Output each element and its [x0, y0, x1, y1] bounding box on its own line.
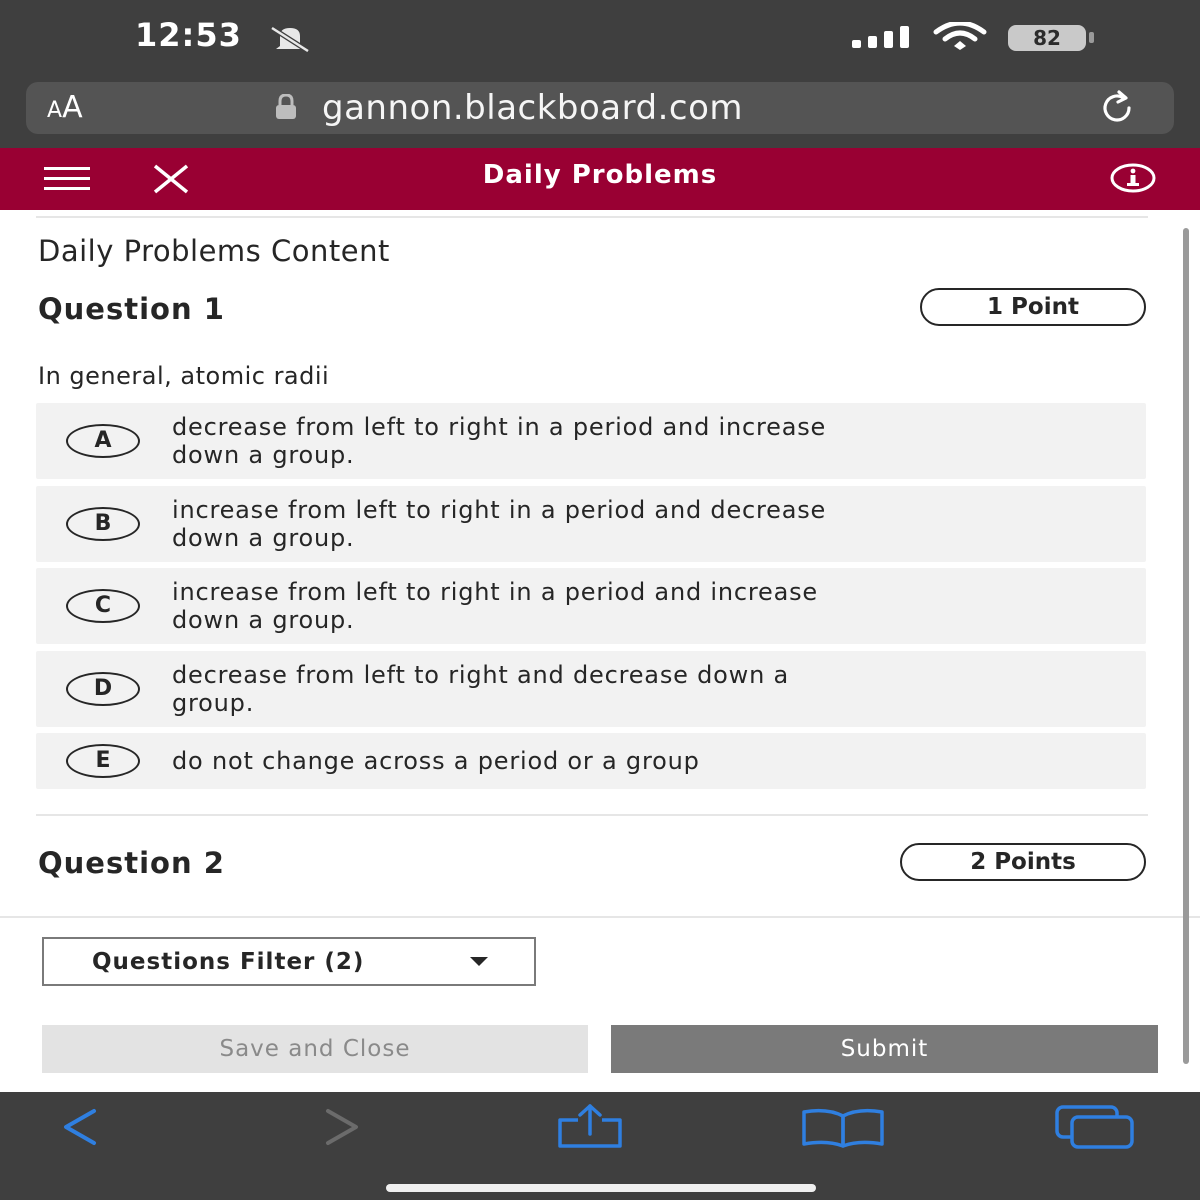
forward-icon[interactable] [320, 1104, 364, 1150]
answer-text-line: increase from left to right in a period and increase [172, 578, 818, 606]
divider [36, 216, 1148, 218]
answer-letter-e: E [66, 744, 140, 778]
answer-text-line: down a group. [172, 524, 355, 552]
content-title: Daily Problems Content [38, 234, 390, 268]
answer-option-b[interactable] [36, 486, 1146, 562]
battery-nub [1089, 32, 1094, 43]
text-size-small-label: A [47, 98, 63, 123]
save-and-close-button[interactable]: Save and Close [42, 1025, 588, 1073]
wifi-icon [932, 22, 988, 50]
scrollbar[interactable] [1183, 228, 1189, 1064]
footer-divider [0, 916, 1200, 918]
question-1-title: Question 1 [38, 292, 225, 326]
question-2-title: Question 2 [38, 846, 225, 880]
answer-text-line: down a group. [172, 606, 355, 634]
hamburger-menu-icon[interactable] [44, 165, 92, 193]
answer-text-d [172, 661, 1122, 717]
reload-icon[interactable] [1092, 90, 1142, 126]
answer-text-line: down a group. [172, 441, 355, 469]
share-icon[interactable] [554, 1104, 626, 1150]
page-title: Daily Problems [482, 160, 718, 190]
bell-slash-icon [262, 24, 318, 52]
answer-text-c [172, 578, 1122, 634]
answer-text-b [172, 496, 1122, 552]
answer-option-d[interactable] [36, 651, 1146, 727]
divider [36, 814, 1148, 816]
question-1-text: In general, atomic radii [38, 362, 330, 390]
close-icon[interactable] [150, 163, 192, 195]
questions-filter-dropdown[interactable] [42, 937, 536, 986]
bookmarks-icon[interactable] [800, 1104, 886, 1150]
caret-down-icon [470, 957, 488, 966]
back-icon[interactable] [58, 1104, 102, 1150]
answer-option-c[interactable] [36, 568, 1146, 644]
status-time: 12:53 [135, 16, 242, 54]
url-text[interactable]: gannon.blackboard.com [322, 88, 744, 128]
questions-filter-label: Questions Filter (2) [92, 949, 365, 975]
answer-text-line: decrease from left to right and decrease down a [172, 661, 790, 689]
answer-letter-b: B [66, 507, 140, 541]
submit-button[interactable]: Submit [611, 1025, 1158, 1073]
answer-text-line: increase from left to right in a period and decrease [172, 496, 827, 524]
answer-letter-d: D [66, 672, 140, 706]
battery-icon [1008, 25, 1086, 51]
home-indicator[interactable] [386, 1184, 816, 1192]
answer-option-e[interactable] [36, 733, 1146, 789]
answer-option-a[interactable] [36, 403, 1146, 479]
answer-text-a [172, 413, 1122, 469]
answer-letter-c: C [66, 589, 140, 623]
info-icon[interactable] [1109, 162, 1157, 194]
text-size-button[interactable] [47, 92, 83, 127]
text-size-large-label: A [62, 90, 83, 125]
battery-level: 82 [1033, 26, 1061, 50]
answer-text-e [172, 747, 1122, 775]
tabs-icon[interactable] [1054, 1104, 1136, 1150]
answer-letter-a: A [66, 424, 140, 458]
cellular-signal-icon [850, 26, 916, 48]
answer-text-line: group. [172, 689, 255, 717]
question-2-points-badge: 2 Points [900, 843, 1146, 881]
lock-icon [271, 94, 301, 120]
answer-text-line: decrease from left to right in a period and increase [172, 413, 827, 441]
answer-text-line: do not change across a period or a group [172, 747, 700, 775]
question-1-points-badge: 1 Point [920, 288, 1146, 326]
